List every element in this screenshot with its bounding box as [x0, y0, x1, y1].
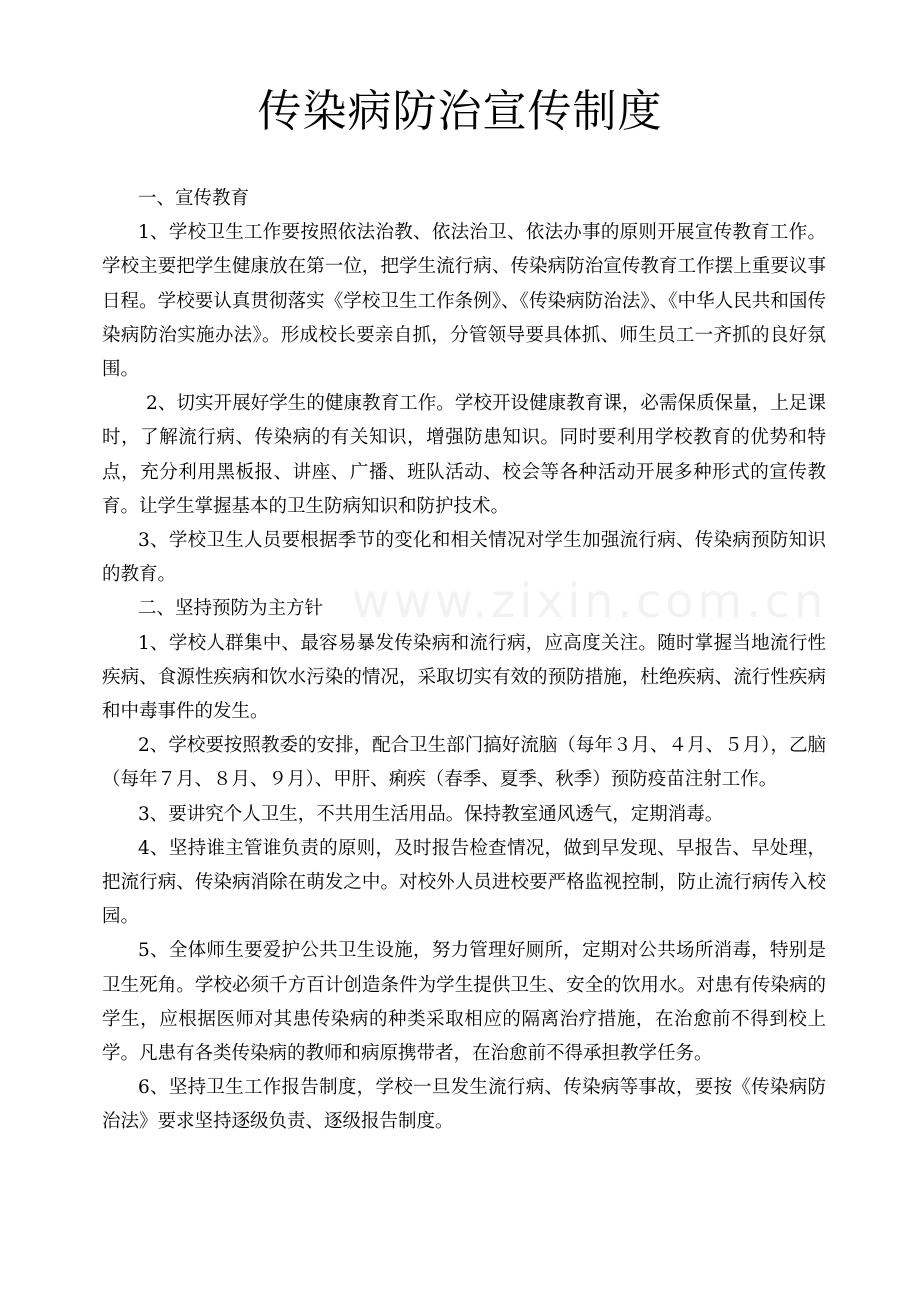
paragraph: 3、学校卫生人员要根据季节的变化和相关情况对学生加强流行病、传染病预防知识的教育。: [102, 530, 826, 586]
paragraph: 1、学校人群集中、最容易暴发传染病和流行病，应高度关注。随时掌握当地流行性疾病、食源性疾病和饮水污染的情况，采取切实有效的预防措施，杜绝疾病、流行性疾病和中毒事件的发生。: [102, 632, 826, 723]
paragraph: 3、要讲究个人卫生，不共用生活用品。保持教室通风透气，定期消毒。: [138, 803, 724, 825]
page-title: 传染病防治宣传制度: [257, 86, 663, 137]
paragraph: 2、切实开展好学生的健康教育工作。学校开设健康教育课，必需保质保量，上足课时，了解流行病、传染病的有关知识，增强防患知识。同时要利用学校教育的优势和特点，充分利用黑板报、讲座、广播、班队活动、校会等各种活动开展多种形式的宣传教育。让学生掌握基本的卫生防病知识和防护技术。: [102, 393, 826, 517]
watermark: www.zixin.com.cn: [352, 574, 828, 628]
section-publicity-education: [102, 182, 826, 592]
paragraph: 6、坚持卫生工作报告制度，学校一旦发生流行病、传染病等事故，要按《传染病防治法》要求坚持逐级负责、逐级报告制度。: [102, 1077, 826, 1133]
section-heading: 一、宣传教育: [138, 188, 250, 209]
paragraph: 4、坚持谁主管谁负责的原则，及时报告检查情况，做到早发现、早报告、早处理，把流行病、传染病消除在萌发之中。对校外人员进校要严格监视控制，防止流行病传入校园。: [102, 837, 826, 928]
paragraph: 5、全体师生要爱护公共卫生设施，努力管理好厕所，定期对公共场所消毒，特别是卫生死角。学校必须千方百计创造条件为学生提供卫生、安全的饮用水。对患有传染病的学生，应根据医师对其患传染病的种类采取相应的隔离治疗措施，在治愈前不得到校上学。凡患有各类传染病的教师和病原携带者，在治愈前不得承担教学任务。: [102, 940, 826, 1065]
paragraph: 2、学校要按照教委的安排，配合卫生部门搞好流脑（每年３月、４月、５月），乙脑（每年７月、８月、９月）、甲肝、痢疾（春季、夏季、秋季）预防疫苗注射工作。: [102, 735, 826, 791]
section-prevention-policy: [102, 592, 826, 1139]
document-body: [102, 182, 826, 1140]
paragraph: 1、学校卫生工作要按照依法治教、依法治卫、依法办事的原则开展宣传教育工作。学校主要把学生健康放在第一位，把学生流行病、传染病防治宣传教育工作摆上重要议事日程。学校要认真贯彻落实《学校卫生工作条例》、《传染病防治法》、《中华人民共和国传染病防治实施办法》。形成校长要亲自抓，分管领导要具体抓、师生员工一齐抓的良好氛围。: [102, 222, 826, 381]
section-heading: 二、坚持预防为主方针: [138, 598, 324, 620]
